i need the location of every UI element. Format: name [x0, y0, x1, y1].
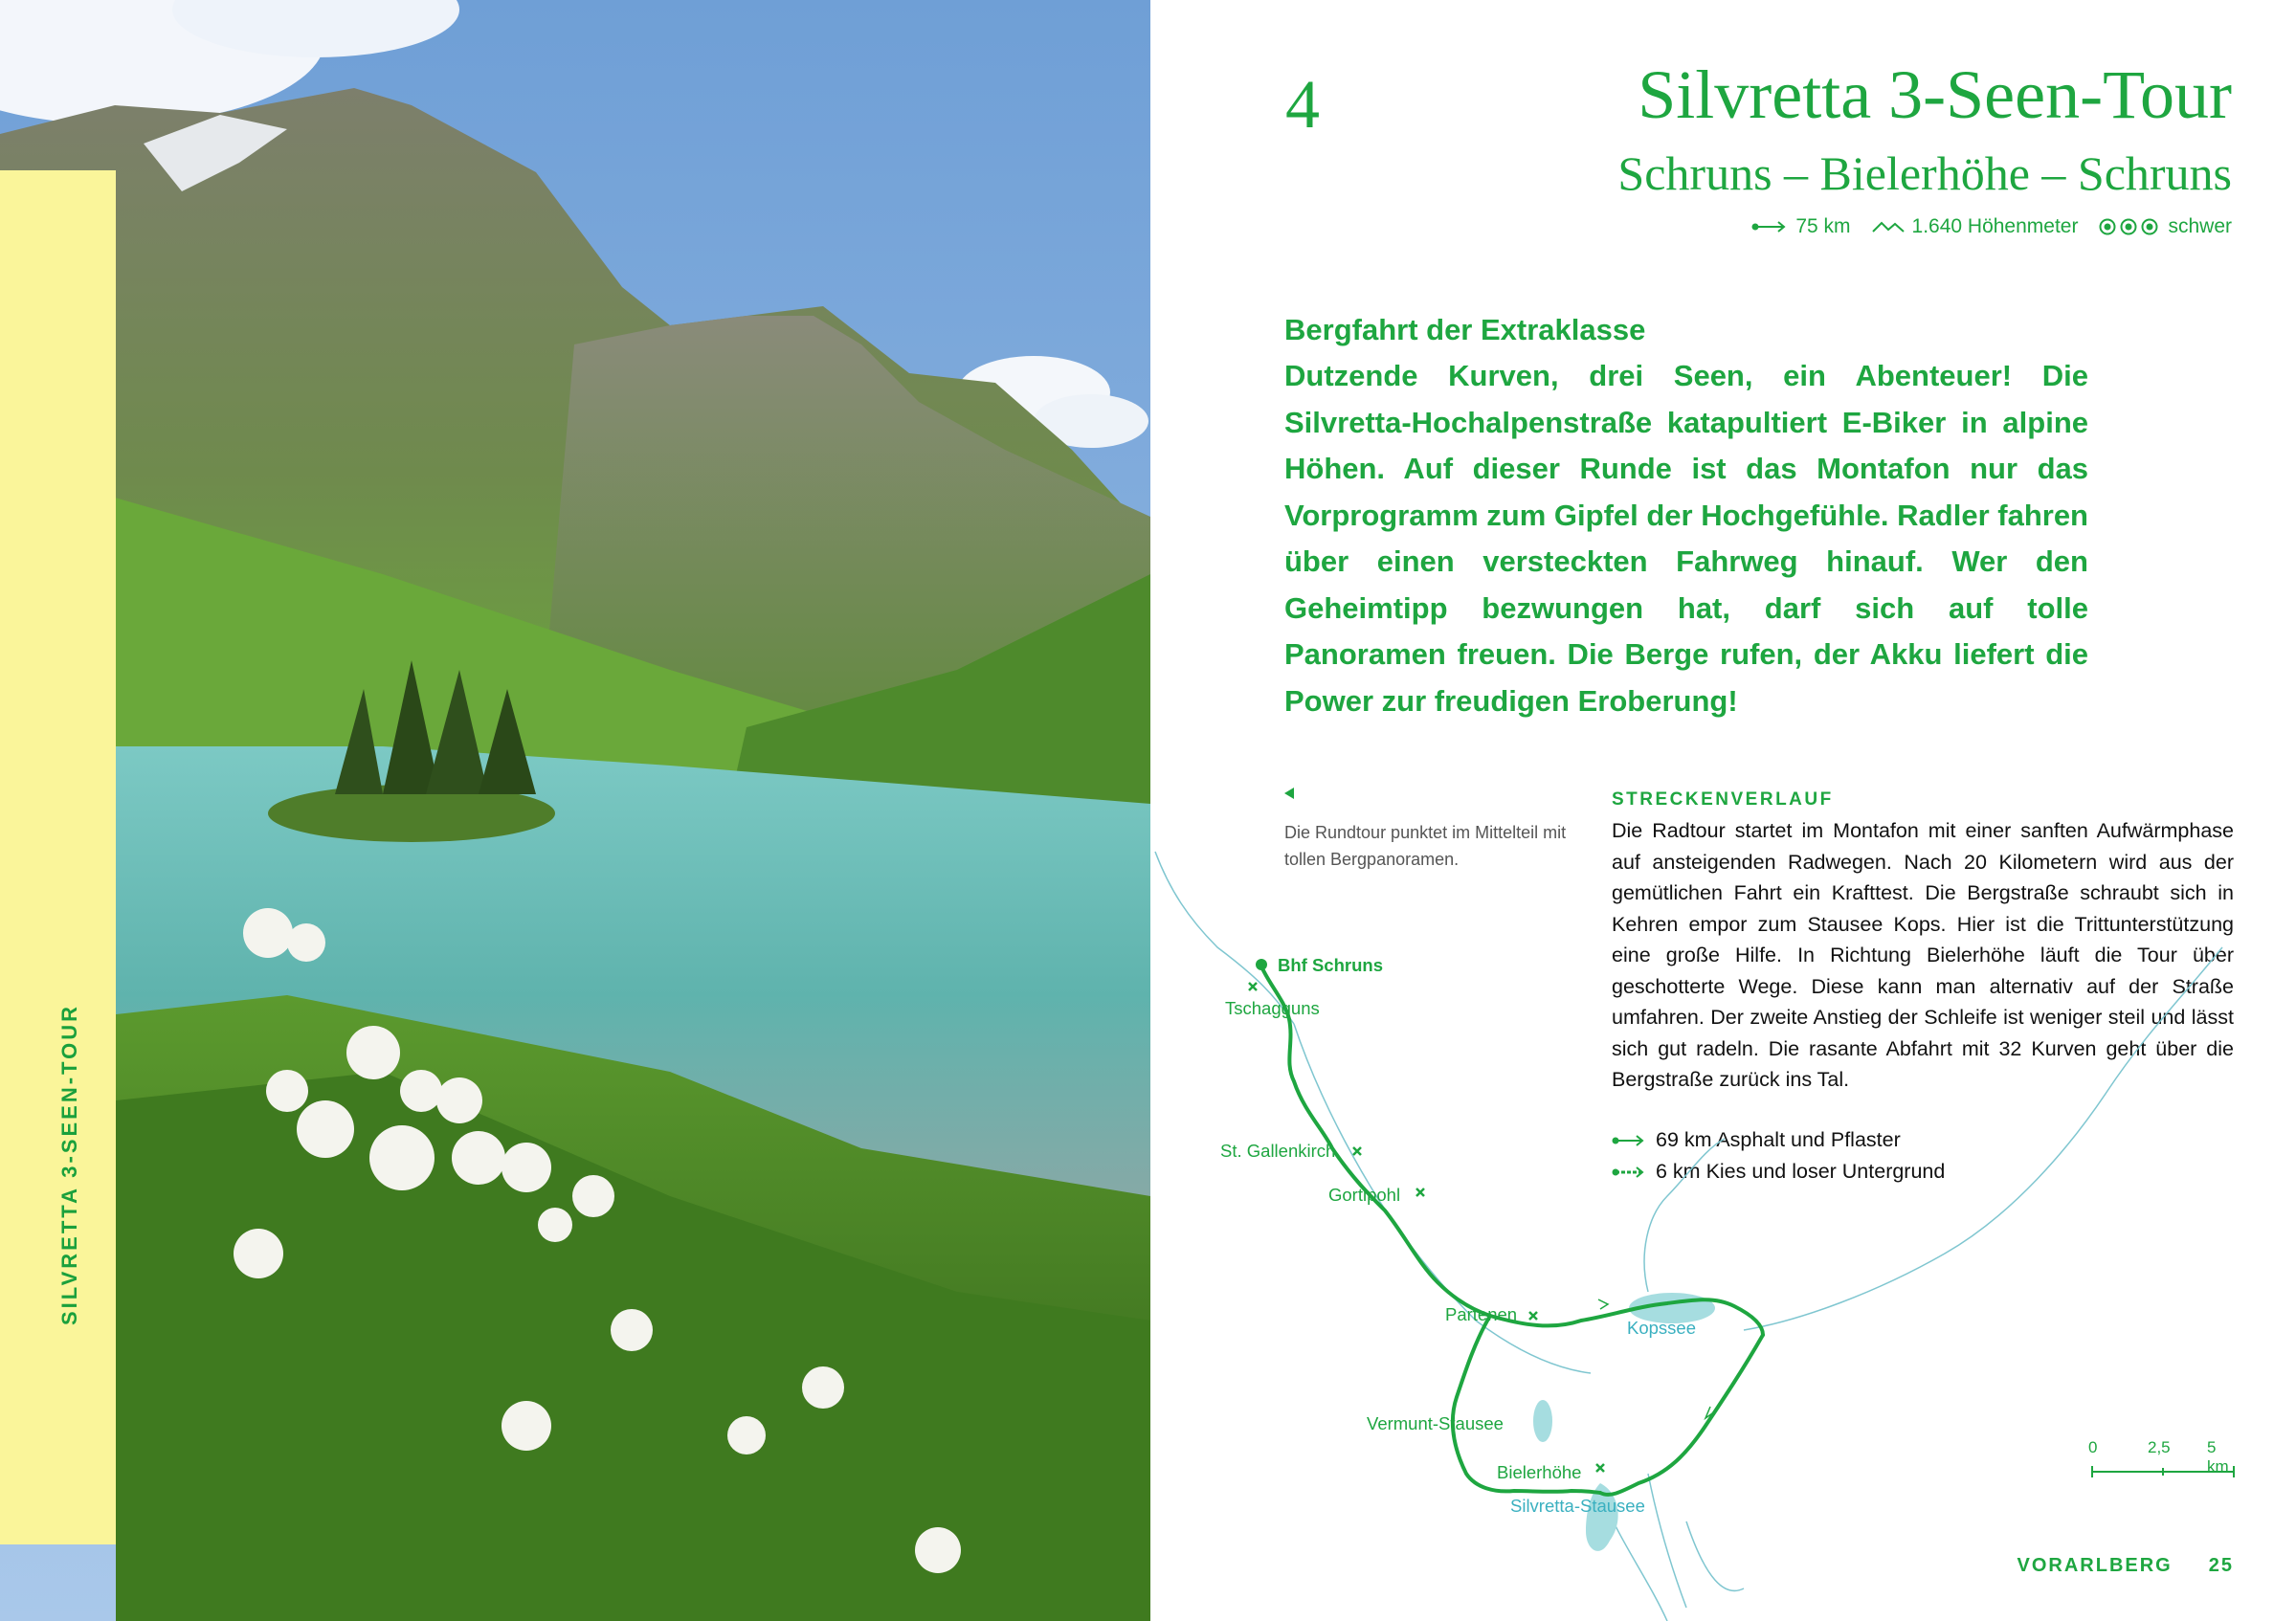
- scale-tick-mid: 2,5: [2148, 1438, 2171, 1456]
- side-tab-label: SILVRETTA 3-SEEN-TOUR: [57, 1004, 81, 1325]
- direction-arrow-icon: [1598, 1299, 1608, 1309]
- map-label-gortipohl: Gortipohl: [1328, 1185, 1401, 1205]
- difficulty-fact: [2099, 215, 2232, 238]
- map-label-tschagguns: Tschagguns: [1225, 998, 1320, 1018]
- map-label-start: Bhf Schruns: [1278, 955, 1383, 975]
- route-line: [1261, 966, 1763, 1495]
- vermunt-lake: [1533, 1400, 1552, 1442]
- legend-label: 69 km Asphalt und Pflaster: [1656, 1128, 1901, 1151]
- map-label-silvretta: Silvretta-Stausee: [1510, 1496, 1645, 1516]
- scale-tick-end: 5 km: [2207, 1438, 2229, 1476]
- waypoint-markers: [1249, 983, 1604, 1472]
- page-footer: [2017, 1555, 2234, 1577]
- page-number: 25: [2208, 1555, 2234, 1576]
- tour-facts: [1751, 215, 2232, 238]
- map-scale: [2086, 1438, 2240, 1486]
- chapter-side-tab: [0, 170, 116, 1544]
- page-title: Silvretta 3-Seen-Tour: [1638, 56, 2232, 133]
- elevation-fact: [1872, 215, 2079, 238]
- map-label-vermunt: Vermunt-Stausee: [1367, 1413, 1504, 1433]
- difficulty-icon: [2099, 218, 2160, 235]
- scale-tick-0: 0: [2088, 1438, 2098, 1456]
- distance-fact: [1751, 215, 1850, 238]
- route-description: Die Radtour startet im Montafon mit einer sanften Aufwärmphase auf ansteigenden Radwegen. Nach 20 Kilometern wird aus der gemütlichen Fahrt ein Krafttest. Die Bergstraße schraubt sich in Kehren empor zum Stausee Kops. Hier ist die Trittunterstützung eine große Hilfe. In Richtung Bielerhöhe läuft die Tour über geschotterte Wege. Diese kann man alternativ auf der Straße umfahren. Der zweite Anstieg der Schleife ist weniger steil und lässt sich gut radeln. Die rasante Abfahrt mit 32 Kurven geht über die Bergstraße zurück ins Tal.: [1612, 819, 2234, 1091]
- map-label-bielerhoehe: Bielerhöhe: [1497, 1462, 1582, 1482]
- photo-caption: Die Rundtour punktet im Mittelteil mit tollen Bergpanoramen.: [1284, 823, 1567, 869]
- elevation-icon: [1872, 220, 1905, 233]
- scale-bar: [2086, 1465, 2240, 1478]
- start-marker: [1256, 959, 1267, 970]
- chapter-number: 4: [1285, 66, 1320, 143]
- legend-label: 6 km Kies und loser Untergrund: [1656, 1160, 1946, 1183]
- map-label-kopssee: Kopssee: [1627, 1318, 1696, 1338]
- map-label-partenen: Partenen: [1445, 1304, 1518, 1324]
- route-heading: STRECKENVERLAUF: [1612, 789, 1834, 810]
- lead-body: Dutzende Kurven, drei Seen, ein Abenteuer! Die Silvretta-Hochalpenstraße katapultiert E-Biker in alpine Höhen. Auf dieser Runde ist das Montafon nur das Vorprogramm zum Gipfel der Hochgefühle. Radler fahren über einen versteckten Fahrweg hinauf. Wer den Geheimtipp bezwungen hat, darf sich auf tolle Panoramen freuen. Die Berge rufen, der Akku liefert die Power zur freudigen Eroberung!: [1284, 359, 2088, 718]
- lead-section: [1284, 311, 2088, 724]
- caption-arrow-icon: [1284, 788, 1294, 799]
- route-map: [1150, 833, 2296, 1621]
- page-subtitle: Schruns – Bielerhöhe – Schruns: [1617, 146, 2232, 200]
- difficulty-value: schwer: [2168, 215, 2232, 237]
- footer-region: VORARLBERG: [2017, 1555, 2173, 1576]
- distance-value: 75 km: [1795, 215, 1851, 237]
- distance-icon: [1751, 221, 1788, 233]
- map-label-st-gallenkirch: St. Gallenkirch: [1220, 1141, 1336, 1161]
- lead-heading: Bergfahrt der Extraklasse: [1284, 313, 1646, 346]
- elevation-value: 1.640 Höhenmeter: [1911, 215, 2079, 237]
